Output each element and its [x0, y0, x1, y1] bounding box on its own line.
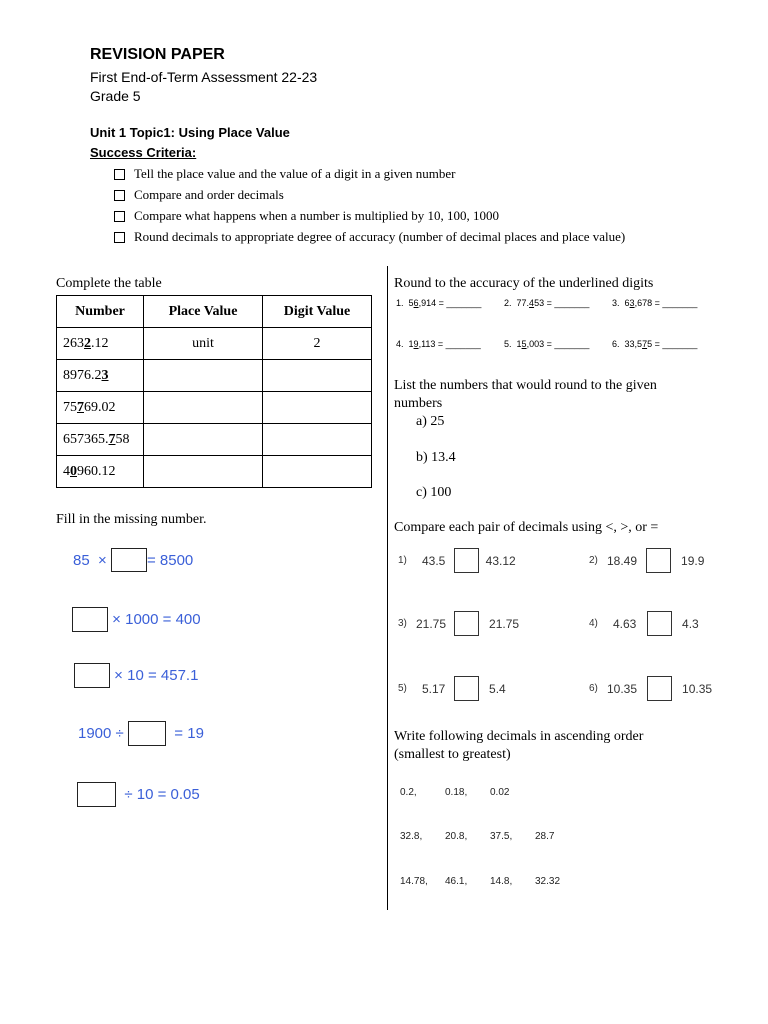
compare-pair: 4) 4.63 4.3 [589, 611, 699, 636]
equation-row: 1900 ÷ = 19 [78, 721, 204, 746]
answer-box[interactable] [647, 676, 672, 701]
compare-pair: 2) 18.49 19.9 [589, 548, 704, 573]
answer-box[interactable] [74, 663, 110, 688]
number-cell: 75769.02 [57, 392, 144, 424]
digit-value-cell[interactable] [263, 360, 372, 392]
round-item: 3. 63,678 = _______ [612, 298, 698, 308]
table-row [57, 328, 372, 360]
answer-box[interactable] [454, 676, 479, 701]
decimal-set: 14.78, 46.1, 14.8, 32.32 [400, 876, 561, 887]
grade-label: Grade 5 [90, 88, 141, 104]
criteria-item: Compare and order decimals [114, 187, 284, 203]
answer-box[interactable] [646, 548, 671, 573]
decimal-set: 32.8, 20.8, 37.5, 28.7 [400, 831, 555, 842]
criteria-item: Tell the place value and the value of a digit in a given number [114, 166, 455, 182]
round-item: 6. 33,575 = _______ [612, 339, 698, 349]
list-item: c) 100 [416, 485, 452, 500]
list-heading: List the numbers that would round to the given [394, 378, 657, 393]
place-value-cell[interactable] [144, 392, 263, 424]
column-header: Place Value [144, 296, 263, 328]
place-value-cell[interactable] [144, 424, 263, 456]
compare-pair: 6) 10.35 10.35 [589, 676, 712, 701]
table-heading: Complete the table [56, 276, 162, 291]
checkbox-icon[interactable] [114, 232, 125, 243]
list-item: a) 25 [416, 414, 445, 429]
place-value-cell[interactable] [144, 360, 263, 392]
answer-box[interactable] [111, 548, 147, 572]
criteria-item: Compare what happens when a number is multiplied by 10, 100, 1000 [114, 208, 499, 224]
compare-heading: Compare each pair of decimals using <, >, or = [394, 520, 659, 535]
answer-box[interactable] [647, 611, 672, 636]
answer-box[interactable] [454, 548, 479, 573]
place-value-table [56, 295, 372, 488]
answer-box[interactable] [77, 782, 116, 807]
unit-title: Unit 1 Topic1: Using Place Value [90, 125, 290, 140]
equation-row: 85 × = 8500 [73, 548, 193, 572]
round-item: 2. 77.453 = _______ [504, 298, 590, 308]
number-cell: 8976.23 [57, 360, 144, 392]
place-value-cell[interactable]: unit [144, 328, 263, 360]
number-cell: 2632.12 [57, 328, 144, 360]
compare-pair: 3) 21.75 21.75 [398, 611, 519, 636]
ascending-heading: Write following decimals in ascending order [394, 729, 644, 744]
missing-number-heading: Fill in the missing number. [56, 512, 207, 527]
answer-box[interactable] [128, 721, 166, 746]
decimal-set: 0.2, 0.18, 0.02 [400, 787, 510, 798]
table-row [57, 456, 372, 488]
equation-row: × 10 = 457.1 [74, 663, 198, 688]
digit-value-cell[interactable] [263, 424, 372, 456]
answer-box[interactable] [72, 607, 108, 632]
number-cell: 657365.758 [57, 424, 144, 456]
place-value-cell[interactable] [144, 456, 263, 488]
compare-pair: 5) 5.17 5.4 [398, 676, 506, 701]
column-header: Digit Value [263, 296, 372, 328]
criteria-item: Round decimals to appropriate degree of accuracy (number of decimal places and place value) [114, 229, 625, 245]
assessment-subtitle: First End-of-Term Assessment 22-23 [90, 69, 318, 85]
column-header: Number [57, 296, 144, 328]
checkbox-icon[interactable] [114, 190, 125, 201]
round-item: 4. 19,113 = _______ [396, 339, 481, 349]
success-criteria-label: Success Criteria: [90, 145, 197, 160]
column-divider [387, 266, 388, 910]
checkbox-icon[interactable] [114, 211, 125, 222]
round-heading: Round to the accuracy of the underlined digits [394, 276, 654, 291]
answer-box[interactable] [454, 611, 479, 636]
round-item: 5. 15,003 = _______ [504, 339, 590, 349]
table-row [57, 424, 372, 456]
number-cell: 40960.12 [57, 456, 144, 488]
table-row [57, 392, 372, 424]
ascending-heading: (smallest to greatest) [394, 747, 511, 762]
list-item: b) 13.4 [416, 450, 456, 465]
digit-value-cell[interactable] [263, 456, 372, 488]
digit-value-cell[interactable] [263, 392, 372, 424]
list-heading: numbers [394, 396, 443, 411]
table-header-row [57, 296, 372, 328]
digit-value-cell[interactable]: 2 [263, 328, 372, 360]
equation-row: ÷ 10 = 0.05 [77, 782, 200, 807]
table-row [57, 360, 372, 392]
compare-pair: 1) 43.5 43.12 [398, 548, 516, 573]
page-title: REVISION PAPER [90, 46, 225, 63]
equation-row: × 1000 = 400 [72, 607, 201, 632]
checkbox-icon[interactable] [114, 169, 125, 180]
round-item: 1. 56,914 = _______ [396, 298, 482, 308]
